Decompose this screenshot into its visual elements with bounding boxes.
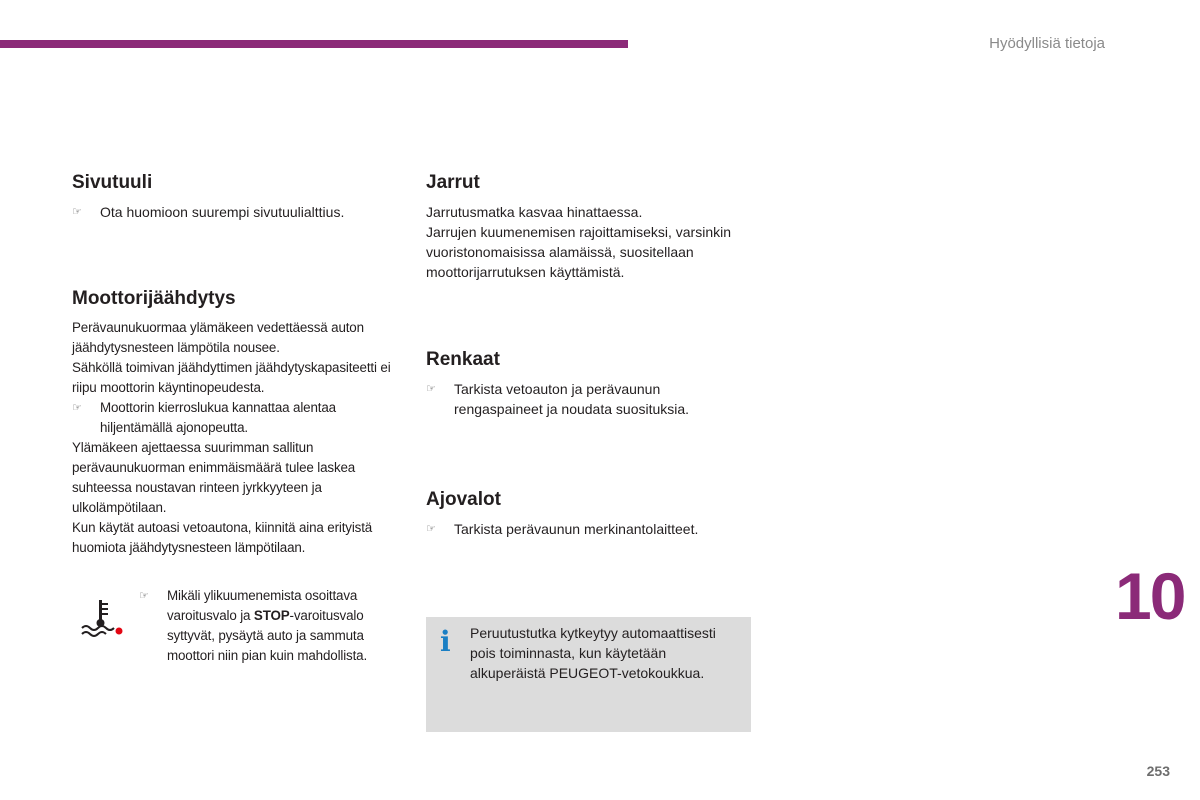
heading-renkaat: Renkaat: [426, 349, 500, 370]
heading-jarrut: Jarrut: [426, 172, 480, 193]
bullet-hand-icon: ☞: [139, 590, 149, 602]
bullet-sivutuuli: ☞ Ota huomioon suurempi sivutuulialttius.: [72, 204, 345, 220]
bullet-warning: ☞ Mikäli ylikuumenemista osoittava varoitusvalo ja STOP-varoitusvalo syttyvät, pysäytä auto ja sammuta moottori niin pian kuin mahdollista.: [139, 588, 368, 663]
page-number: 253: [1146, 763, 1170, 779]
paragraph: Sähköllä toimivan jäähdyttimen jäähdytyskapasiteetti ei riipu moottorin käyntinopeudesta.: [72, 360, 391, 395]
paragraph: Ylämäkeen ajettaessa suurimman sallitun perävaunukuorman enimmäismäärä tulee laskea suhteessa noustavan rinteen jyrkkyyteen ja ulkolämpötilaan.: [72, 440, 356, 515]
section-ajovalot: [426, 489, 746, 539]
bullet-hand-icon: ☞: [72, 206, 82, 218]
heading-moottorijaahdytys: Moottorijäähdytys: [72, 288, 236, 309]
paragraph: Jarrutusmatka kasvaa hinattaessa.: [426, 204, 643, 220]
info-text: Peruutustutka kytkeytyy automaattisesti pois toiminnasta, kun käytetään alkuperäistä PEUGEOT-vetokoukkua.: [470, 625, 716, 681]
bullet-hand-icon: ☞: [426, 523, 436, 535]
bullet-renkaat: ☞ Tarkista vetoauton ja perävaunun rengaspaineet ja noudata suosituksia.: [426, 381, 690, 417]
bullet-hand-icon: ☞: [72, 402, 82, 414]
info-icon: i: [440, 625, 451, 658]
section-sivutuuli: [72, 172, 392, 222]
heading-sivutuuli: Sivutuuli: [72, 172, 153, 193]
chapter-number: 10: [1115, 559, 1185, 633]
paragraph: Kun käytät autoasi vetoautona, kiinnitä aina erityistä huomiota jäähdytysnesteen lämpötilaan.: [72, 520, 373, 555]
section-title: Hyödyllisiä tietoja: [989, 35, 1105, 52]
section-renkaat: [426, 349, 746, 419]
bullet-ajovalot: ☞ Tarkista perävaunun merkinantolaitteet.: [426, 521, 699, 537]
section-jarrut: [426, 172, 746, 282]
paragraph: Jarrujen kuumenemisen rajoittamiseksi, varsinkin vuoristonomaisissa alamäissä, suositellaan moottorijarrutuksen käyttämistä.: [426, 224, 732, 280]
bullet-moottori: ☞ Moottorin kierroslukua kannattaa alentaa hiljentämällä ajonopeutta.: [72, 400, 336, 435]
info-box: [426, 617, 751, 732]
header-accent-bar: [0, 40, 628, 48]
paragraph: Perävaunukuormaa ylämäkeen vedettäessä auton jäähdytysnesteen lämpötila nousee.: [72, 320, 364, 355]
warning-note: [139, 586, 394, 666]
bullet-hand-icon: ☞: [426, 383, 436, 395]
section-moottorijaahdytys: [72, 288, 394, 558]
stop-label: STOP: [253, 608, 290, 623]
heading-ajovalot: Ajovalot: [426, 489, 501, 510]
coolant-temperature-warning-icon: [80, 598, 124, 638]
